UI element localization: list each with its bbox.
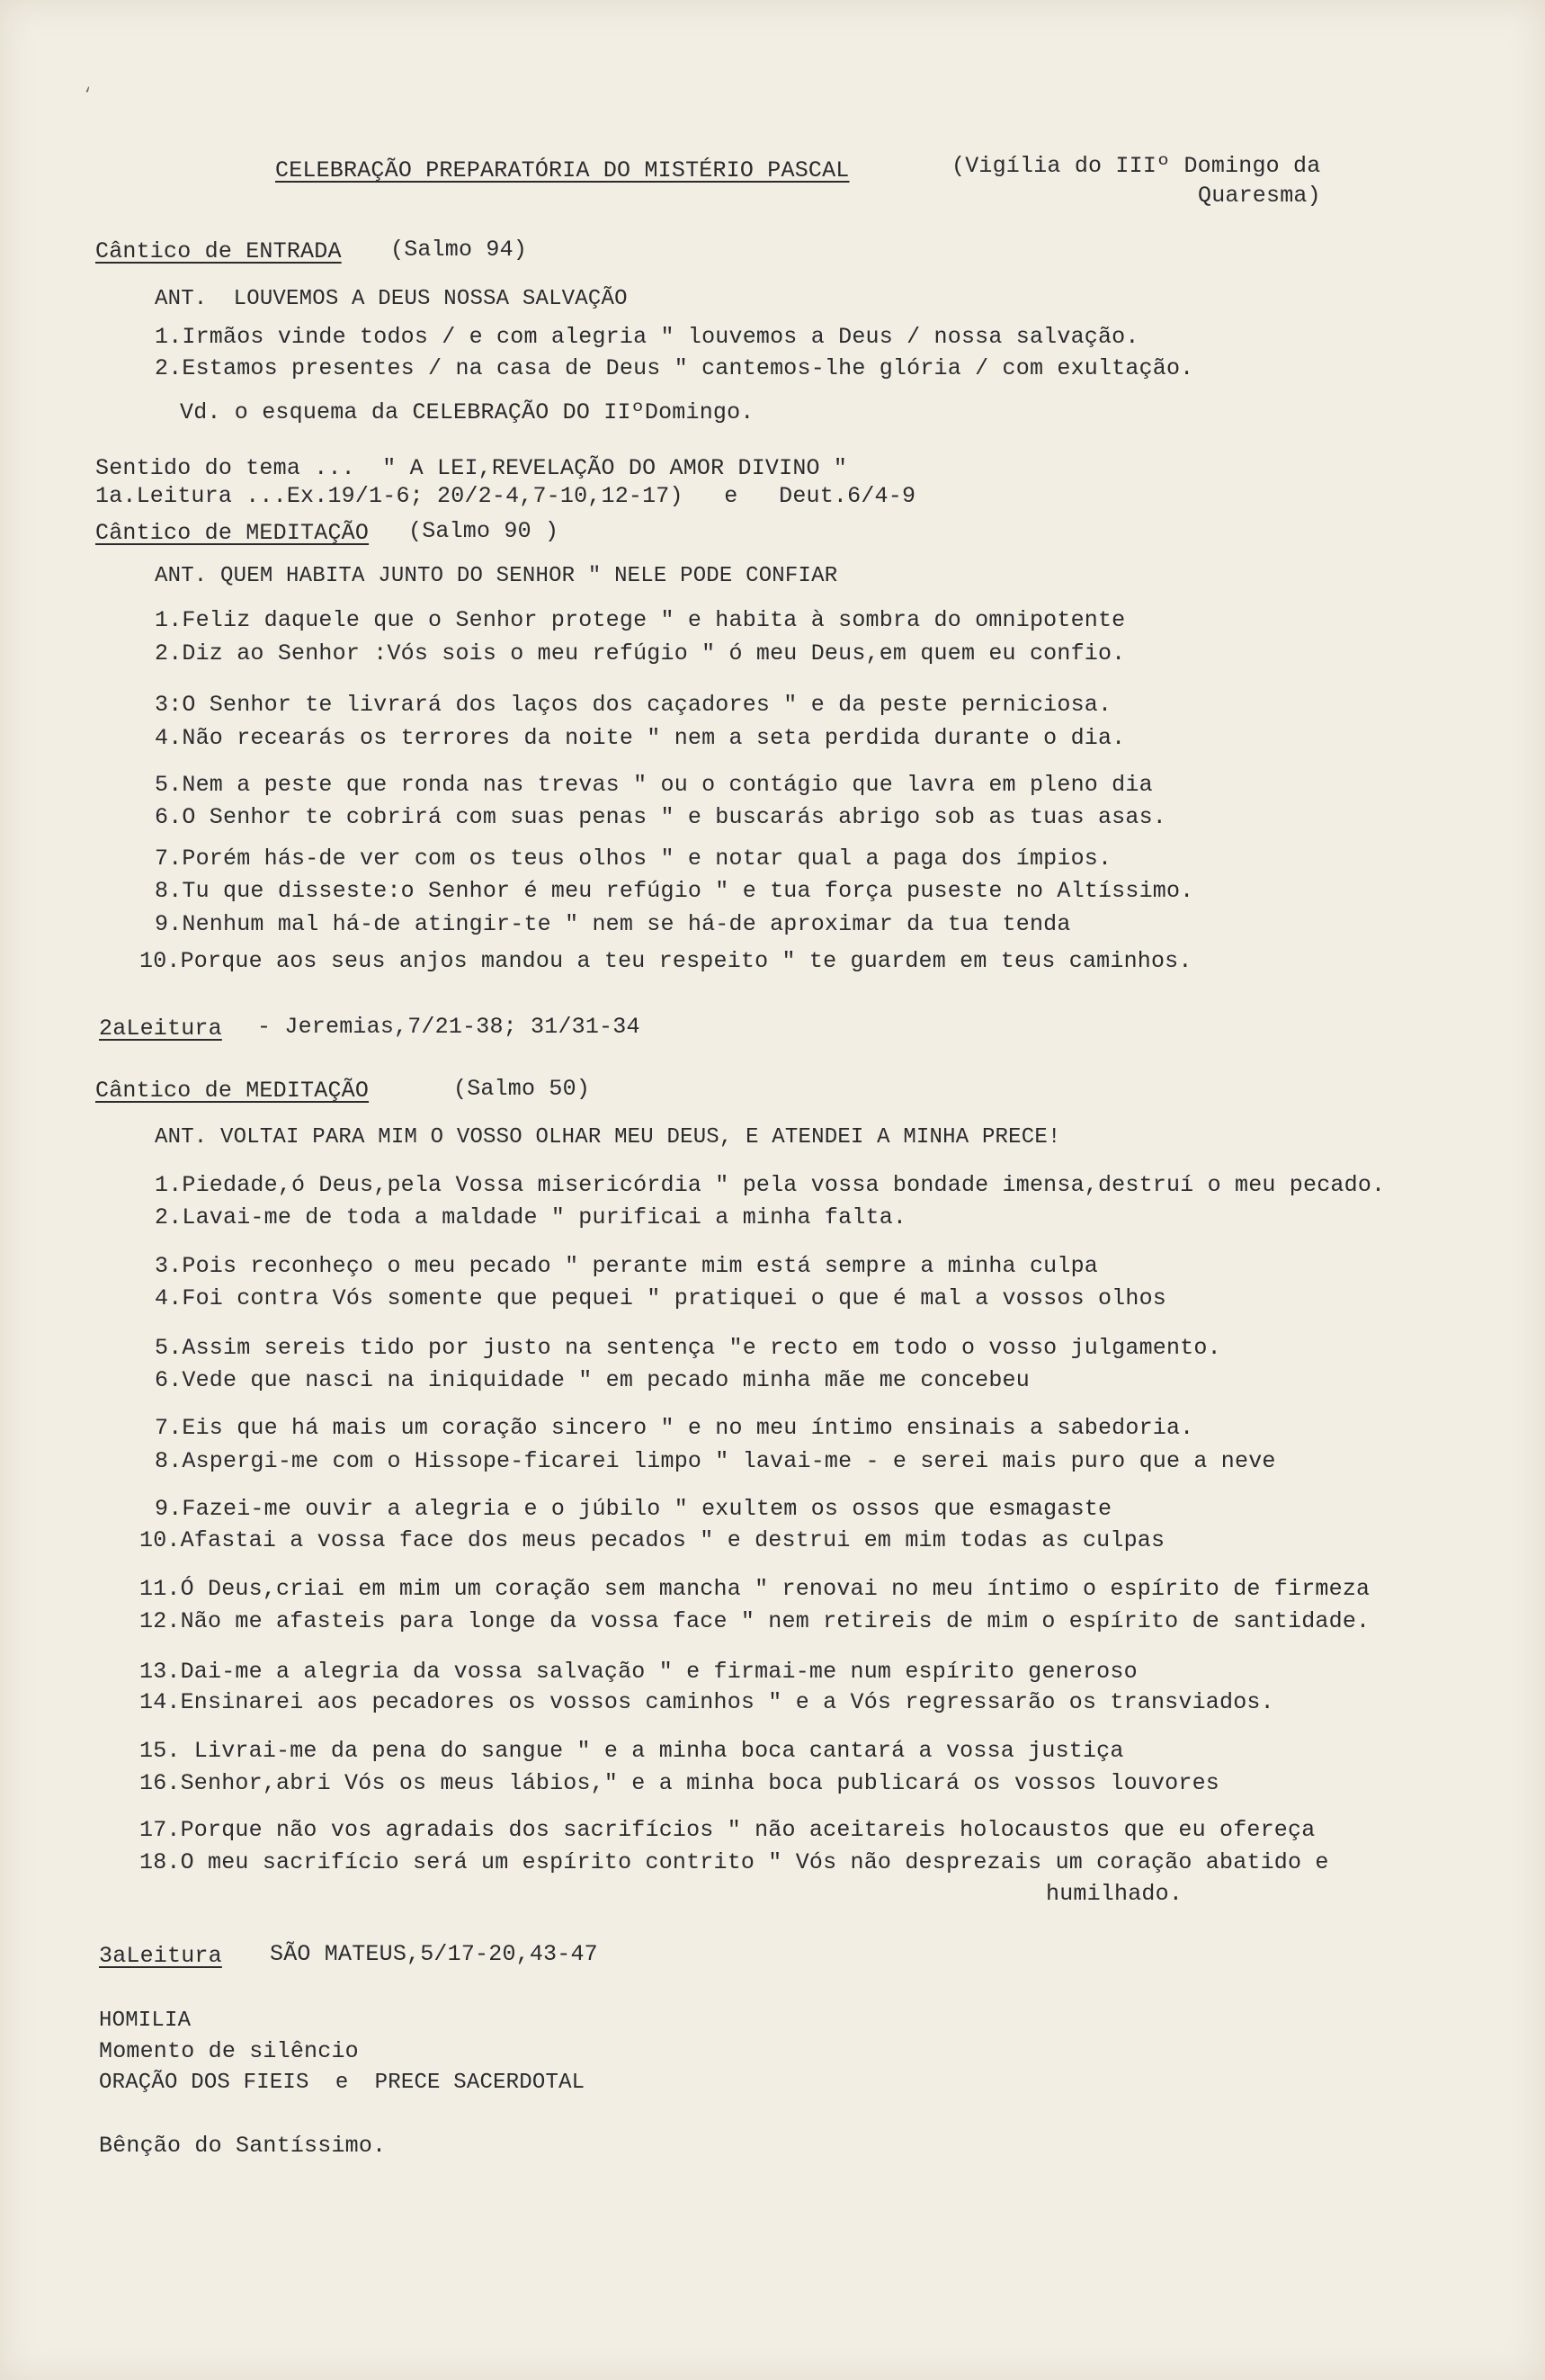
psalm-verse: 12.Não me afasteis para longe da vossa face " nem retireis de mim o espírito de santidade. [139, 1608, 1371, 1634]
document-title: CELEBRAÇÃO PREPARATÓRIA DO MISTÉRIO PASCAL [275, 157, 850, 183]
entrada-psalm: (Salmo 94) [390, 237, 528, 263]
psalm-verse: 18.O meu sacrifício será um espírito contrito " Vós não desprezais um coração abatido e [139, 1849, 1329, 1875]
psalm-verse: 4.Foi contra Vós somente que pequei " pratiquei o que é mal a vossos olhos [155, 1285, 1166, 1311]
psalm-verse: 2.Lavai-me de toda a maldade " purificai a minha falta. [155, 1204, 907, 1230]
psalm-verse-continuation: humilhado. [1046, 1881, 1183, 1907]
psalm-verse: 10.Porque aos seus anjos mandou a teu respeito " te guardem em teus caminhos. [139, 948, 1192, 974]
psalm-verse: 8.Aspergi-me com o Hissope-ficarei limpo " lavai-me - e serei mais puro que a neve [155, 1448, 1276, 1474]
psalm-verse: 3.Pois reconheço o meu pecado " perante mim está sempre a minha culpa [155, 1253, 1098, 1279]
meditacao-antiphon: ANT. QUEM HABITA JUNTO DO SENHOR " NELE PODE CONFIAR [155, 564, 838, 588]
meditacao-psalm: (Salmo 90 ) [408, 518, 559, 544]
psalm-verse: 7.Porém hás-de ver com os teus olhos " e notar qual a paga dos ímpios. [155, 846, 1112, 872]
terceira-leitura-label: 3aLeitura [99, 1943, 222, 1969]
psalm-verse: 1.Feliz daquele que o Senhor protege " e habita à sombra do omnipotente [155, 607, 1126, 633]
psalm-verse: 2.Diz ao Senhor :Vós sois o meu refúgio " ó meu Deus,em quem eu confio. [155, 640, 1126, 667]
homilia-label: HOMILIA [99, 2009, 192, 2033]
sentido-tema-line: Sentido do tema ... " A LEI,REVELAÇÃO DO AMOR DIVINO " [95, 455, 848, 481]
meditacao-heading: Cântico de MEDITAÇÃO [95, 520, 370, 546]
psalm-verse: 8.Tu que disseste:o Senhor é meu refúgio " e tua força puseste no Altíssimo. [155, 878, 1194, 904]
psalm-verse: 15. Livrai-me da pena do sangue " e a minha boca cantará a vossa justiça [139, 1738, 1124, 1764]
segunda-leitura-reference: - Jeremias,7/21-38; 31/31-34 [257, 1014, 640, 1040]
psalm-verse: 11.Ó Deus,criai em mim um coração sem mancha " renovai no meu íntimo o espírito de firmeza [139, 1576, 1371, 1602]
psalm-verse: 4.Não recearás os terrores da noite " nem a seta perdida durante o dia. [155, 725, 1126, 751]
entrada-antiphon: ANT. LOUVEMOS A DEUS NOSSA SALVAÇÃO [155, 287, 628, 311]
psalm-verse: 16.Senhor,abri Vós os meus lábios," e a minha boca publicará os vossos louvores [139, 1770, 1219, 1796]
psalm-verse: 13.Dai-me a alegria da vossa salvação " e firmai-me num espírito generoso [139, 1659, 1138, 1685]
entrada-verse: 2.Estamos presentes / na casa de Deus " cantemos-lhe glória / com exultação. [155, 355, 1194, 381]
psalm-verse: 5.Assim sereis tido por justo na sentença "e recto em todo o vosso julgamento. [155, 1335, 1221, 1361]
psalm-verse: 5.Nem a peste que ronda nas trevas " ou o contágio que lavra em pleno dia [155, 772, 1153, 798]
psalm-verse: 9.Nenhum mal há-de atingir-te " nem se há-de aproximar da tua tenda [155, 911, 1071, 937]
entrada-verse: 1.Irmãos vinde todos / e com alegria " louvemos a Deus / nossa salvação. [155, 324, 1139, 350]
psalm-verse: 10.Afastai a vossa face dos meus pecados " e destrui em mim todas as culpas [139, 1527, 1165, 1553]
terceira-leitura-reference: SÃO MATEUS,5/17-20,43-47 [270, 1941, 598, 1967]
header-note-line1: (Vigília do IIIº Domingo da [951, 153, 1321, 179]
header-note-line2: Quaresma) [1198, 183, 1321, 209]
psalm-verse: 9.Fazei-me ouvir a alegria e o júbilo " exultem os ossos que esmagaste [155, 1496, 1112, 1522]
primeira-leitura-line: 1a.Leitura ...Ex.19/1-6; 20/2-4,7-10,12-17) e Deut.6/4-9 [95, 483, 916, 509]
stray-mark: ‘ [83, 86, 93, 104]
entrada-reference: Vd. o esquema da CELEBRAÇÃO DO IIºDomingo. [180, 399, 755, 425]
oracao-fieis: ORAÇÃO DOS FIEIS e PRECE SACERDOTAL [99, 2071, 585, 2095]
meditacao-heading: Cântico de MEDITAÇÃO [95, 1078, 370, 1104]
psalm-verse: 17.Porque não vos agradais dos sacrifícios " não aceitareis holocaustos que eu ofereça [139, 1817, 1316, 1843]
bencao-santissimo: Bênção do Santíssimo. [99, 2133, 387, 2159]
entrada-heading: Cântico de ENTRADA [95, 238, 342, 264]
psalm-verse: 1.Piedade,ó Deus,pela Vossa misericórdia " pela vossa bondade imensa,destruí o meu pecado. [155, 1172, 1386, 1198]
meditacao-antiphon: ANT. VOLTAI PARA MIM O VOSSO OLHAR MEU DEUS, E ATENDEI A MINHA PRECE! [155, 1125, 1061, 1150]
psalm-verse: 7.Eis que há mais um coração sincero " e no meu íntimo ensinais a sabedoria. [155, 1415, 1194, 1441]
psalm-verse: 3:O Senhor te livrará dos laços dos caçadores " e da peste perniciosa. [155, 692, 1112, 718]
psalm-verse: 14.Ensinarei aos pecadores os vossos caminhos " e a Vós regressarão os transviados. [139, 1689, 1274, 1715]
meditacao-psalm: (Salmo 50) [453, 1076, 591, 1102]
psalm-verse: 6.Vede que nasci na iniquidade " em pecado minha mãe me concebeu [155, 1367, 1030, 1393]
psalm-verse: 6.O Senhor te cobrirá com suas penas " e buscarás abrigo sob as tuas asas. [155, 804, 1166, 830]
silence-moment: Momento de silêncio [99, 2038, 359, 2064]
segunda-leitura-label: 2aLeitura [99, 1016, 222, 1042]
